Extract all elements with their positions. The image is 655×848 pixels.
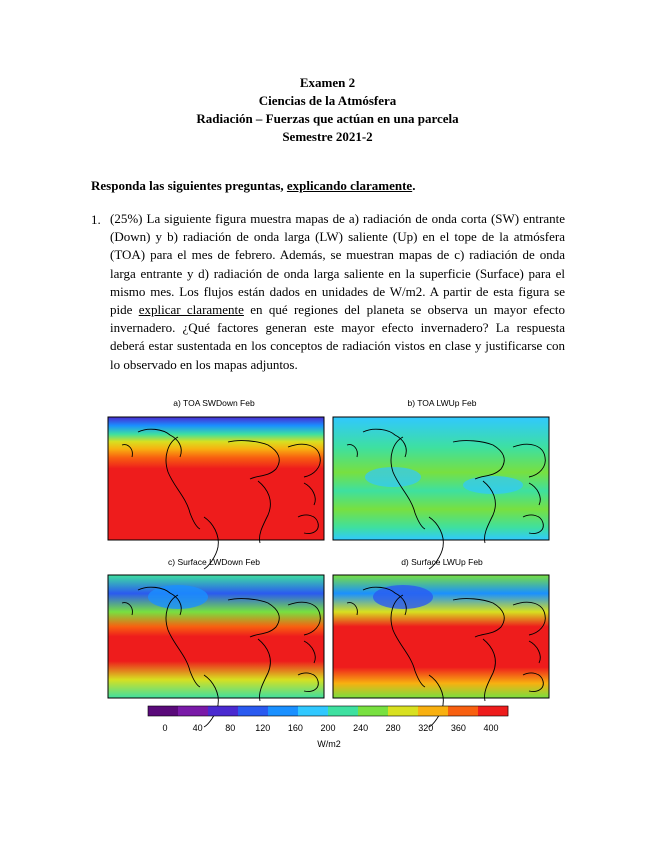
panel-b-title: b) TOA LWUp Feb bbox=[407, 398, 477, 408]
colorbar-segment bbox=[268, 706, 298, 716]
exam-topic: Radiación – Fuerzas que actúan en una parcela bbox=[196, 111, 459, 126]
colorbar-tick-label: 200 bbox=[320, 723, 336, 733]
colorbar-segment bbox=[208, 706, 238, 716]
colorbar-units: W/m2 bbox=[317, 739, 341, 749]
map-panel-c bbox=[108, 575, 324, 727]
colorbar-ticks bbox=[162, 723, 498, 733]
colorbar-segment bbox=[418, 706, 448, 716]
map-panel-b bbox=[333, 417, 549, 569]
panel-a-title: a) TOA SWDown Feb bbox=[173, 398, 255, 408]
colorbar-segment bbox=[328, 706, 358, 716]
colorbar bbox=[148, 706, 508, 716]
colorbar-segment bbox=[358, 706, 388, 716]
colorbar-segment bbox=[388, 706, 418, 716]
colorbar-segment bbox=[298, 706, 328, 716]
colorbar-tick-label: 360 bbox=[450, 723, 466, 733]
semester: Semestre 2021-2 bbox=[282, 129, 373, 144]
map-panel-d bbox=[333, 575, 549, 727]
colorbar-tick-label: 0 bbox=[162, 723, 168, 733]
colorbar-tick-label: 240 bbox=[353, 723, 369, 733]
question-emphasis: explicar claramente bbox=[138, 302, 244, 318]
panel-c-title: c) Surface LWDown Feb bbox=[168, 557, 260, 567]
colorbar-tick-label: 320 bbox=[418, 723, 434, 733]
colorbar-tick-label: 280 bbox=[385, 723, 401, 733]
exam-title: Examen 2 bbox=[299, 75, 356, 90]
colorbar-segment bbox=[148, 706, 178, 716]
colorbar-tick-label: 120 bbox=[255, 723, 271, 733]
course-name: Ciencias de la Atmósfera bbox=[258, 93, 397, 108]
instructions-suffix: . bbox=[412, 178, 416, 193]
colorbar-tick-label: 400 bbox=[483, 723, 499, 733]
colorbar-segment bbox=[478, 706, 508, 716]
colorbar-tick-label: 160 bbox=[287, 723, 303, 733]
colorbar-segment bbox=[448, 706, 478, 716]
instructions-emphasis: explicando claramente bbox=[286, 178, 413, 193]
colorbar-segment bbox=[238, 706, 268, 716]
question-number: 1. bbox=[91, 212, 101, 227]
colorbar-segment bbox=[178, 706, 208, 716]
map-panel-a bbox=[108, 417, 324, 569]
colorbar-tick-label: 80 bbox=[225, 723, 236, 733]
colorbar-tick-label: 40 bbox=[192, 723, 203, 733]
question-text-part1: (25%) La siguiente figura muestra mapas de a) radiación de onda corta (SW) entrante (Down) y b) radiación de onda larga (LW) saliente (Up) en el tope de la atmósfera (TOA) para el mes de febrero. Además, se muestran mapas de c) radiación de onda larga entrante y d) radiación de onda larga saliente en la superficie (Surface) para el mismo mes. Los flujos están dados en unidades de W/m2. A partir de esta figura se pide bbox=[110, 211, 565, 318]
instructions-prefix: Responda las siguientes preguntas, bbox=[91, 178, 287, 193]
panel-d-title: d) Surface LWUp Feb bbox=[401, 557, 483, 567]
question-text-part2: en qué regiones del planeta se observa un mayor efecto invernadero. ¿Qué factores generan este mayor efecto invernadero? La respuesta deberá estar sustentada en los conceptos de radiación vistos en clase y justificarse con lo observado en los mapas adjuntos. bbox=[110, 302, 565, 372]
